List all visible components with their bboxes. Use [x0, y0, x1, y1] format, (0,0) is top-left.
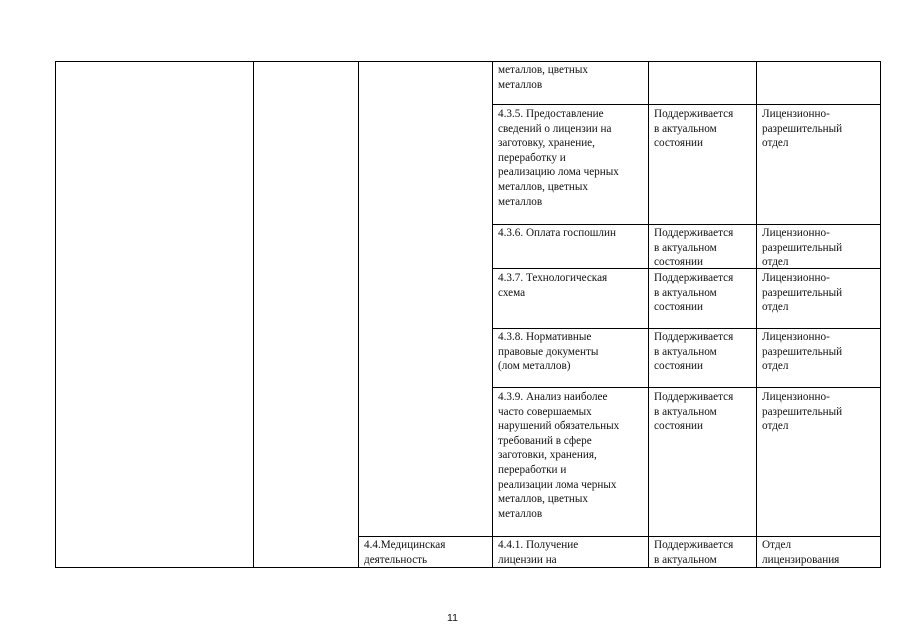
col-line-4 [492, 61, 493, 568]
status-cell: Поддерживается в актуальном [654, 539, 734, 566]
col-line-3 [358, 61, 359, 568]
col-line-7 [880, 61, 881, 568]
page-number: 11 [447, 612, 458, 624]
status-cell: Поддерживается в актуальном состоянии [654, 108, 734, 150]
department-cell: Лицензионно- разрешительный отдел [762, 272, 843, 314]
department-cell: Лицензионно- разрешительный отдел [762, 108, 843, 150]
service-cell: 4.3.5. Предоставление сведений о лицензии на заготовку, хранение, переработку и реализацию лома черных металлов, цветных металлов [498, 108, 619, 208]
status-cell: Поддерживается в актуальном состоянии [654, 331, 734, 373]
status-cell: Поддерживается в актуальном состоянии [654, 227, 734, 269]
department-cell: Лицензионно- разрешительный отдел [762, 391, 843, 433]
department-cell: Лицензионно- разрешительный отдел [762, 227, 843, 269]
col-line-2 [253, 61, 254, 568]
service-cell: 4.4.1. Получение лицензии на [498, 539, 579, 566]
service-cell: 4.3.8. Нормативные правовые документы (лом металлов) [498, 331, 599, 373]
col-line-1 [55, 61, 56, 568]
row-sep-4 [492, 328, 881, 329]
service-cell: 4.3.6. Оплата госпошлин [498, 227, 616, 239]
status-cell: Поддерживается в актуальном состоянии [654, 391, 734, 433]
department-cell: Отдел лицензирования [762, 539, 840, 566]
col-line-5 [648, 61, 649, 568]
row-sep-6 [358, 536, 881, 537]
service-cell: металлов, цветных металлов [498, 64, 588, 91]
department-cell: Лицензионно- разрешительный отдел [762, 331, 843, 373]
service-cell: 4.3.9. Анализ наиболее часто совершаемых нарушений обязательных требований в сфере заготовки, хранения, переработки и реализации лома черных металлов, цветных металлов [498, 391, 620, 520]
row-sep-1 [492, 104, 881, 105]
section-cell: 4.4.Медицинская деятельность [364, 539, 446, 566]
row-sep-2 [492, 224, 881, 225]
table-top-border [55, 61, 881, 62]
col-line-6 [756, 61, 757, 568]
table-bottom-border [55, 567, 881, 568]
status-cell: Поддерживается в актуальном состоянии [654, 272, 734, 314]
service-cell: 4.3.7. Технологическая схема [498, 272, 608, 299]
row-sep-5 [492, 387, 881, 388]
